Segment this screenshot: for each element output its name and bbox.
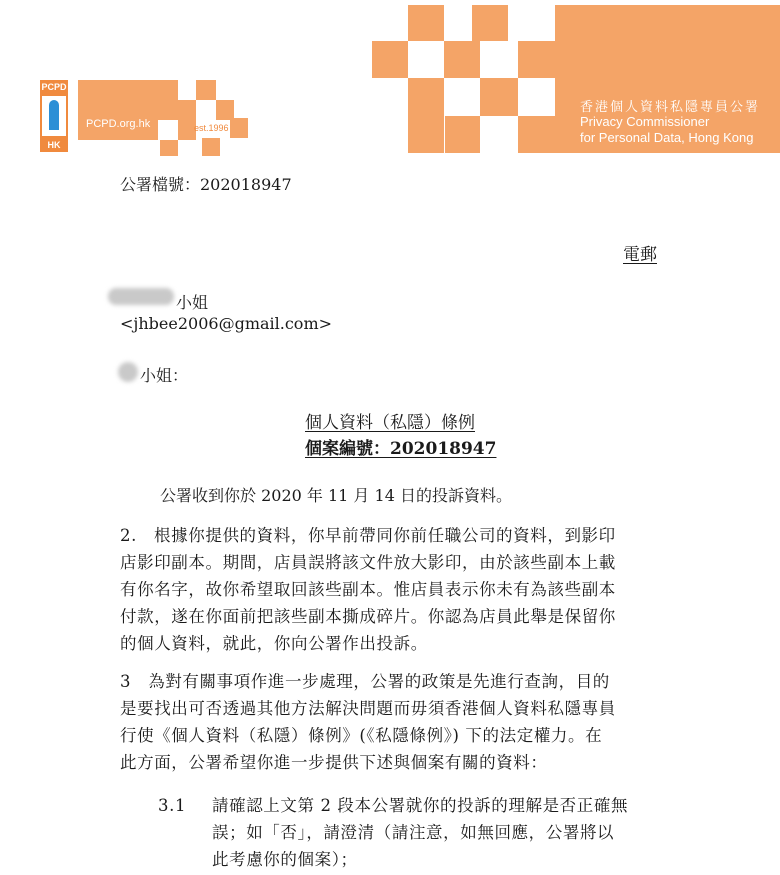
paragraph-3-line: 此方面，公署希望你進一步提供下述與個案有關的資料：: [120, 753, 548, 772]
logo-url: PCPD.org.hk: [86, 118, 151, 130]
case-number: 個案編號：202018947: [305, 439, 497, 459]
paragraph-2-line: 付款，遂在你面前把該些副本撕成碎片。你認為店員此舉是保留你: [120, 607, 616, 626]
recipient-email: <jhbee2006@gmail.com>: [120, 314, 333, 333]
org-name-chinese: 香港個人資料私隱專員公署: [580, 100, 761, 115]
paragraph-3-1-number: 3.1: [158, 796, 187, 815]
paragraph-3-line: 行使《個人資料（私隱）條例》(《私隱條例》) 下的法定權力。在: [120, 726, 603, 745]
redacted-surname: [118, 362, 138, 382]
file-reference: 公署檔號：202018947: [120, 175, 292, 194]
logo-person-icon: [40, 94, 68, 138]
delivery-method: 電郵: [623, 245, 657, 265]
recipient-name: 小姐: [176, 293, 209, 312]
paragraph-3-line: 是要找出可否透過其他方法解決問題而毋須香港個人資料私隱專員: [120, 699, 616, 718]
paragraph-2-line: 2. 根據你提供的資料，你早前帶同你前任職公司的資料，到影印: [120, 526, 616, 545]
logo-established: est.1996: [194, 123, 229, 133]
paragraph-3-1-line: 誤；如「否」，請澄清（請注意，如無回應，公署將以: [212, 823, 615, 842]
org-name-english-line2: for Personal Data, Hong Kong: [580, 130, 754, 145]
logo-top-label: PCPD: [41, 82, 67, 92]
paragraph-2-line: 店影印副本。期間，店員誤將該文件放大影印，由於該些副本上載: [120, 553, 616, 572]
paragraph-1: 公署收到你於 2020 年 11 月 14 日的投訴資料。: [160, 486, 512, 505]
paragraph-3-1-line: 請確認上文第 2 段本公署就你的投訴的理解是否正確無: [212, 796, 629, 815]
paragraph-3-1-line: 此考慮你的個案）；: [212, 850, 358, 869]
paragraph-2-line: 的個人資料，就此，你向公署作出投訴。: [120, 634, 428, 653]
logo-bottom-label: HK: [40, 138, 68, 152]
salutation: 小姐：: [140, 366, 189, 385]
logo-icon-tiles: [78, 80, 158, 140]
redacted-name: [108, 288, 174, 305]
paragraph-2-line: 有你名字，故你希望取回該些副本。惟店員表示你未有為該些副本: [120, 580, 616, 599]
org-name-english-line1: Privacy Commissioner: [580, 114, 710, 129]
paragraph-3-line: 3 為對有關事項作進一步處理，公署的政策是先進行查詢，目的: [120, 672, 610, 691]
letter-title: 個人資料（私隱）條例: [305, 413, 475, 433]
